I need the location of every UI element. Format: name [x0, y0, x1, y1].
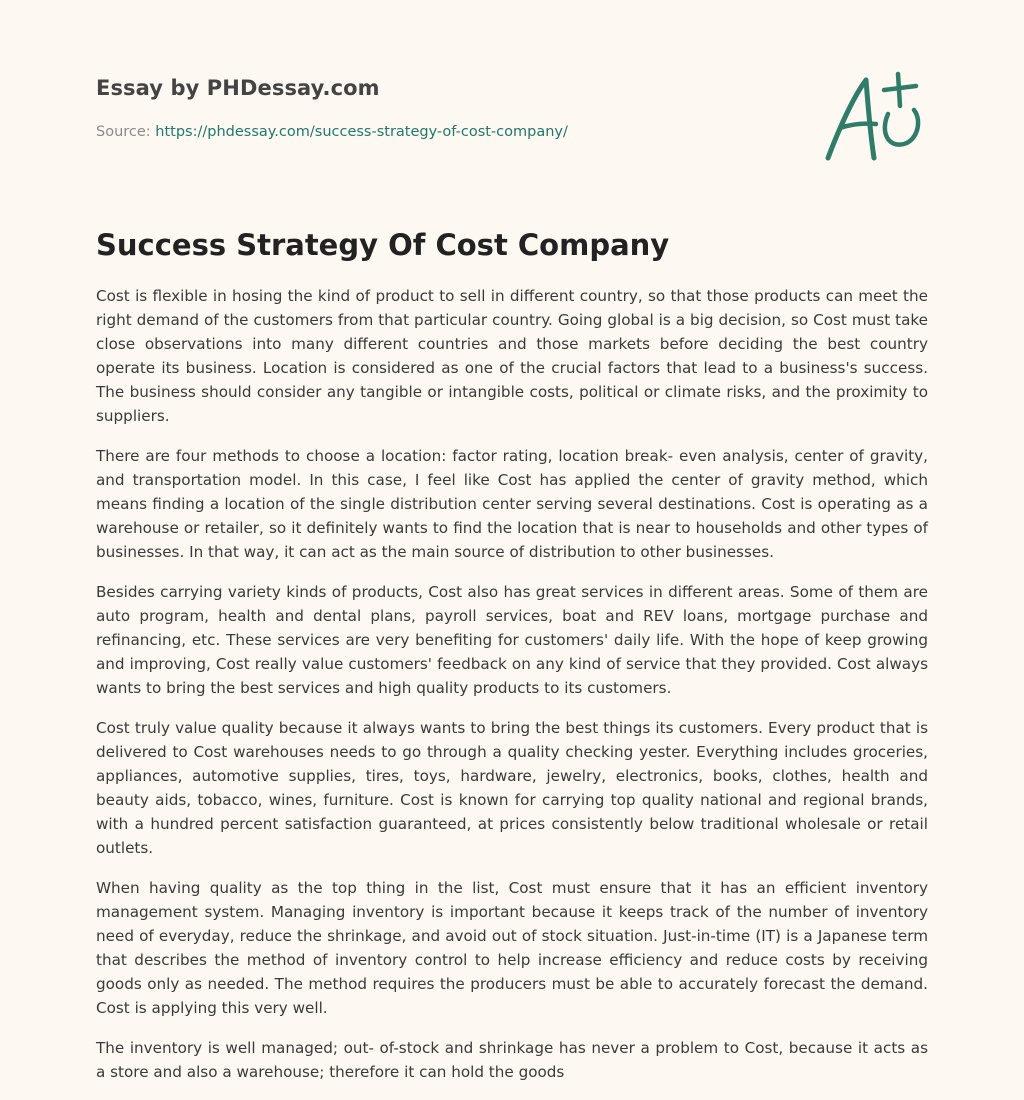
paragraph: Cost truly value quality because it always wants to bring the best things its customers. Every product that is delivered to Cost warehouses needs to go through a quality checking yester. Everything includes groceries, appliances, automotive supplies, tires, toys, hardware, jewelry, electronics, books, clothes, health and beauty aids, tobacco, wines, furniture. Cost is known for carrying top quality national and regional brands, with a hundred percent satisfaction guaranteed, at prices consistently below traditional wholesale or retail outlets. — [96, 719, 928, 857]
site-brand: Essay by PHDessay.com — [96, 76, 380, 100]
paragraph: Cost is flexible in hosing the kind of product to sell in different country, so that those products can meet the right demand of the customers from that particular country. Going global is a big decision, so Cost must take close observations into many different countries and those markets before deciding the best country operate its business. Location is considered as one of the crucial factors that lead to a business's success. The business should consider any tangible or intangible costs, political or climate risks, and the proximity to suppliers. — [96, 287, 928, 425]
source-link[interactable]: https://phdessay.com/success-strategy-of-cost-company/ — [155, 124, 568, 140]
paragraph: There are four methods to choose a location: factor rating, location break- even analysis, center of gravity, and transportation model. In this case, I feel like Cost has applied the center of gravity method, which means finding a location of the single distribution center serving several destinations. Cost is operating as a warehouse or retailer, so it definitely wants to find the location that is near to households and other types of businesses. In that way, it can act as the main source of distribution to other businesses. — [96, 447, 928, 561]
paragraph: The inventory is well managed; out- of-stock and shrinkage has never a problem to Cost, because it acts as a store and also a warehouse; therefore it can hold the goods — [96, 1039, 928, 1081]
essay-title: Success Strategy Of Cost Company — [96, 228, 670, 262]
paragraph: Besides carrying variety kinds of products, Cost also has great services in different areas. Some of them are auto program, health and dental plans, payroll services, boat and REV loans, mortgage purchase and refinancing, etc. These services are very benefiting for customers' daily life. With the hope of keep growing and improving, Cost really value customers' feedback on any kind of service that they provided. Cost always wants to bring the best services and high quality products to its customers. — [96, 583, 928, 697]
a-plus-grade-icon — [818, 66, 930, 166]
source-label: Source: — [96, 124, 156, 140]
paragraph: When having quality as the top thing in the list, Cost must ensure that it has an efficient inventory management system. Managing inventory is important because it keeps track of the number of inventory need of everyday, reduce the shrinkage, and avoid out of stock situation. Just-in-time (IT) is a Japanese term that describes the method of inventory control to help increase efficiency and reduce costs by receiving goods only as needed. The method requires the producers must be able to accurately forecast the demand. Cost is applying this very well. — [96, 879, 928, 1017]
source-line — [96, 124, 568, 140]
essay-body — [96, 284, 928, 1100]
